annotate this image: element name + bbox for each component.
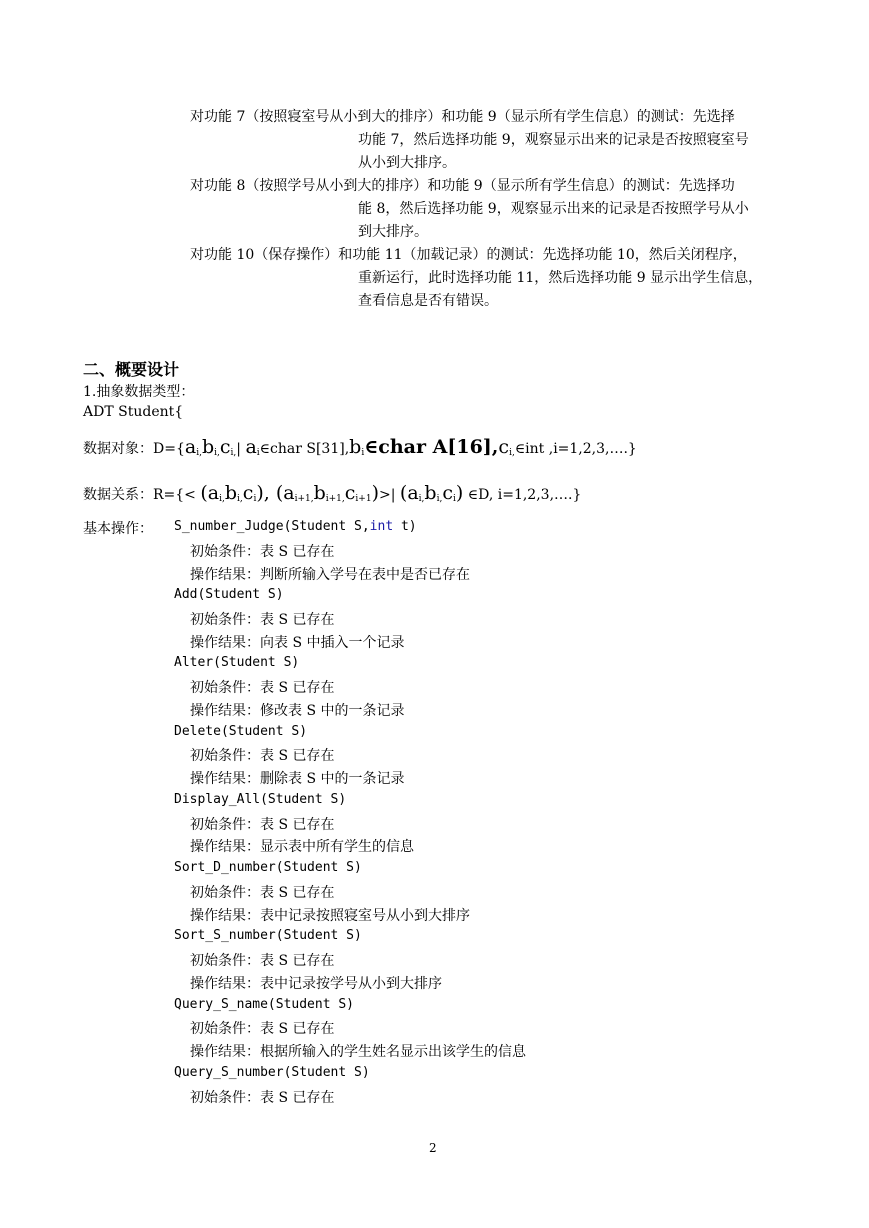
op-signature: Add(Student S): [174, 587, 284, 602]
op-precondition: 初始条件：表 S 已存在: [190, 748, 335, 764]
op-signature: Query_S_number(Student S): [174, 1065, 370, 1080]
relation-token: (a: [269, 482, 295, 504]
op-signature-text: t): [393, 519, 417, 534]
basic-ops-label: 基本操作：: [83, 521, 153, 537]
data-relation-label: 数据关系：: [83, 487, 153, 503]
data-object-text: ∈char S[31],: [259, 441, 350, 457]
op-result: 操作结果：根据所输入的学生姓名显示出该学生的信息: [190, 1044, 526, 1060]
sub: i,: [214, 448, 220, 458]
sub: i,: [237, 494, 243, 504]
data-relation-line: [83, 482, 581, 504]
op-signature: Query_S_name(Student S): [174, 997, 355, 1012]
relation-token: c: [442, 482, 453, 504]
var-c: c: [219, 436, 231, 458]
relation-token: c: [242, 482, 254, 504]
op-precondition: 初始条件：表 S 已存在: [190, 680, 335, 696]
sub: i: [452, 494, 456, 504]
relation-token: ),: [256, 482, 270, 504]
relation-token: b: [313, 482, 326, 504]
test-8-9-line-3: 到大排序。: [358, 224, 428, 240]
op-precondition: 初始条件：表 S 已存在: [190, 817, 335, 833]
sub: i,: [219, 494, 225, 504]
sub: i,: [196, 448, 202, 458]
op-precondition: 初始条件：表 S 已存在: [190, 544, 335, 560]
section-subheading: 1.抽象数据类型：: [83, 384, 195, 400]
test-8-9-line-2: 能 8，然后选择功能 9，观察显示出来的记录是否按照学号从小: [358, 201, 749, 217]
data-object-label: 数据对象：: [83, 441, 153, 457]
relation-token: b: [424, 482, 437, 504]
data-object-text: D={: [153, 441, 185, 457]
section-heading: 二、概要设计: [83, 360, 180, 379]
test-7-9-line-2: 功能 7，然后选择功能 9，观察显示出来的记录是否按照寝室号: [358, 132, 749, 148]
relation-token: c: [344, 482, 356, 504]
sub: i,: [509, 448, 515, 458]
relation-token: ): [371, 482, 379, 504]
data-object-text: ∈int ,i=1,2,3,….}: [514, 441, 637, 457]
op-signature: Delete(Student S): [174, 724, 308, 739]
data-relation-text: ∈D, i=1,2,3,….}: [463, 487, 582, 503]
op-signature: [174, 519, 417, 534]
var-b: b: [201, 436, 215, 458]
sub: i: [361, 448, 365, 458]
data-relation-text: >|: [379, 487, 400, 503]
test-7-9-line-3: 从小到大排序。: [358, 155, 456, 171]
op-signature: Alter(Student S): [174, 655, 300, 670]
sub: i: [256, 448, 260, 458]
op-result: 操作结果：判断所输入学号在表中是否已存在: [190, 567, 470, 583]
test-10-11-line-1: 对功能 10（保存操作）和功能 11（加载记录）的测试：先选择功能 10，然后关闭程序，: [190, 247, 747, 263]
op-precondition: 初始条件：表 S 已存在: [190, 1090, 335, 1106]
sub: i,: [436, 494, 443, 504]
op-precondition: 初始条件：表 S 已存在: [190, 885, 335, 901]
op-precondition: 初始条件：表 S 已存在: [190, 953, 335, 969]
test-8-9-line-1: 对功能 8（按照学号从小到大的排序）和功能 9（显示所有学生信息）的测试：先选择功: [190, 178, 735, 194]
op-signature: Sort_D_number(Student S): [174, 860, 362, 875]
var-c: c: [498, 436, 510, 458]
relation-token: (a: [399, 482, 419, 504]
sub: i+1,: [325, 494, 345, 504]
data-object-text: ∈char A[16],: [364, 436, 499, 458]
sub: i+1: [355, 494, 372, 504]
op-result: 操作结果：显示表中所有学生的信息: [190, 839, 414, 855]
sub: i,: [418, 494, 425, 504]
op-result: 操作结果：修改表 S 中的一条记录: [190, 703, 405, 719]
op-signature: Display_All(Student S): [174, 792, 347, 807]
op-precondition: 初始条件：表 S 已存在: [190, 1021, 335, 1037]
var-a: a: [184, 436, 197, 458]
test-7-9-line-1: 对功能 7（按照寝室号从小到大的排序）和功能 9（显示所有学生信息）的测试：先选择: [190, 109, 735, 125]
data-relation-text: R={<: [153, 487, 201, 503]
relation-token: (a: [200, 482, 220, 504]
op-result: 操作结果：表中记录按学号从小到大排序: [190, 976, 442, 992]
relation-token: b: [224, 482, 238, 504]
sub: i: [253, 494, 257, 504]
adt-declaration: ADT Student{: [83, 404, 184, 420]
test-10-11-line-2: 重新运行，此时选择功能 11，然后选择功能 9 显示出学生信息，: [358, 270, 763, 286]
var-b: b: [349, 436, 362, 458]
keyword-int: int: [369, 519, 394, 534]
relation-token: ): [455, 482, 464, 504]
sub: i+1,: [294, 494, 314, 504]
op-precondition: 初始条件：表 S 已存在: [190, 612, 335, 628]
sub: i,: [230, 448, 237, 458]
op-signature-text: S_number_Judge(Student S,: [174, 519, 370, 534]
op-result: 操作结果：删除表 S 中的一条记录: [190, 771, 405, 787]
op-result: 操作结果：向表 S 中插入一个记录: [190, 635, 405, 651]
test-10-11-line-3: 查看信息是否有错误。: [358, 293, 498, 309]
data-object-text: |: [236, 441, 246, 457]
var-a: a: [245, 436, 257, 458]
page-number: 2: [429, 1141, 437, 1155]
op-result: 操作结果：表中记录按照寝室号从小到大排序: [190, 908, 470, 924]
op-signature: Sort_S_number(Student S): [174, 928, 362, 943]
data-object-line: [83, 436, 637, 458]
